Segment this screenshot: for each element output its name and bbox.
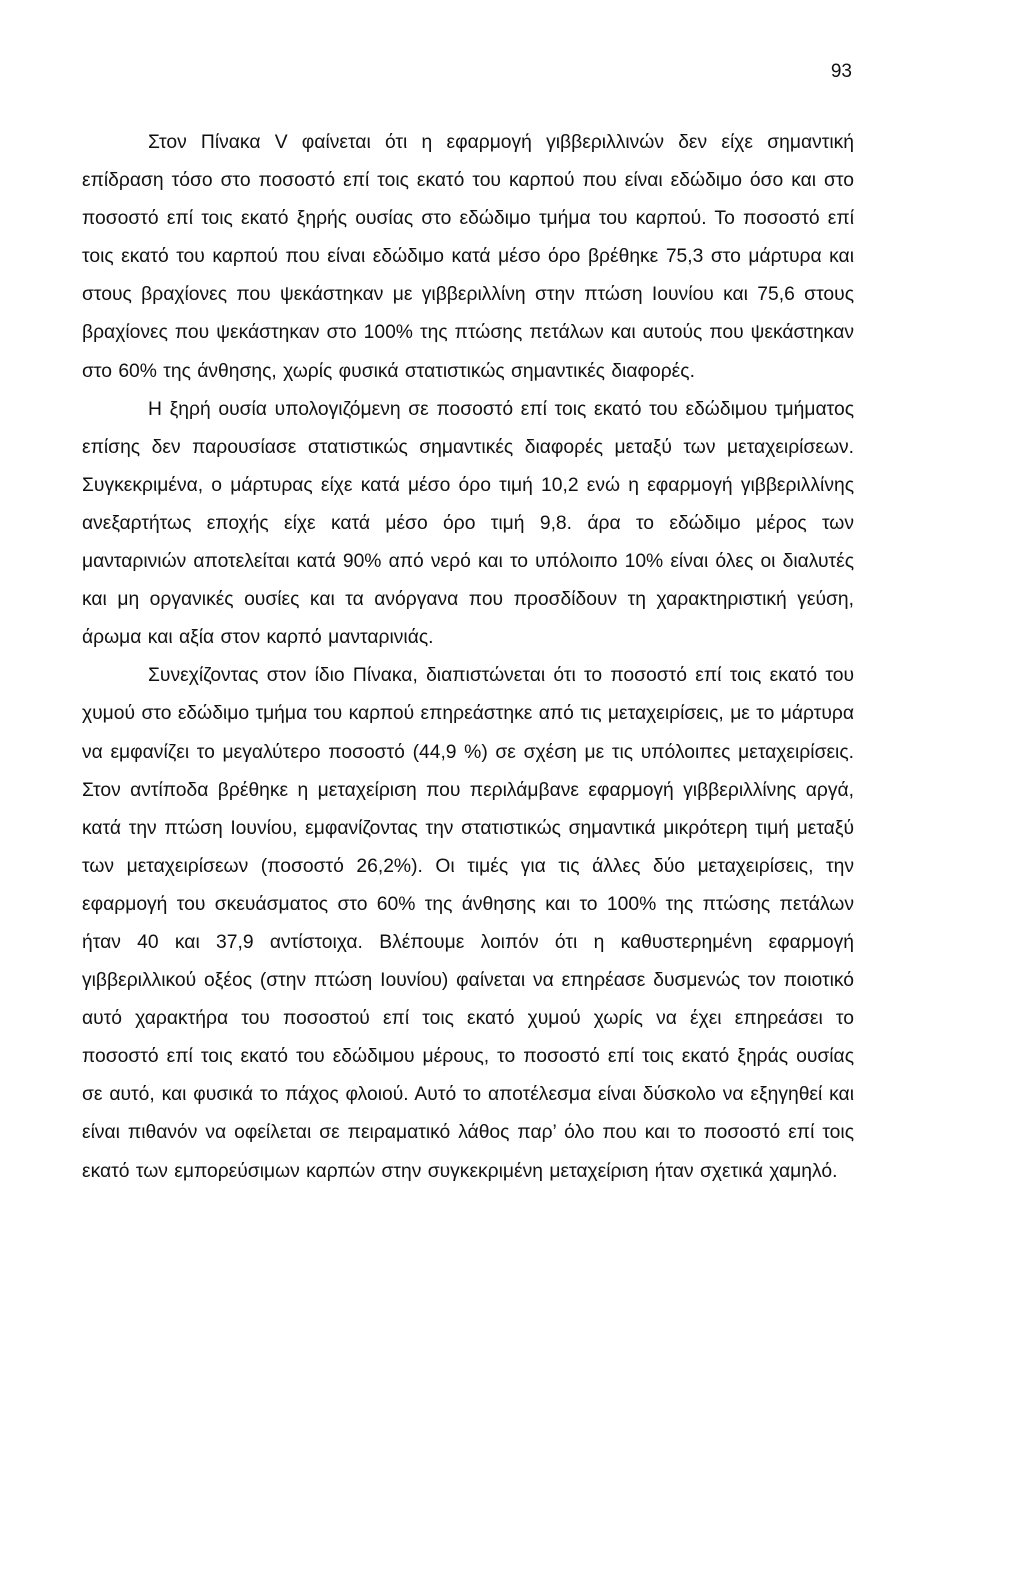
page-number: 93 bbox=[830, 61, 852, 82]
paragraph-dry-matter: Η ξηρή ουσία υπολογιζόμενη σε ποσοστό επί τοις εκατό του εδώδιμου τμήματος επίσης δεν παρουσίασε στατιστικώς σημαντικές διαφορές μεταξύ των μεταχειρίσεων. Συγκεκριμένα, ο μάρτυρας είχε κατά μέσο όρο τιμή 10,2 ενώ η εφαρμογή γιββεριλλίνης ανεξαρτήτως εποχής είχε κατά μέσο όρο τιμή 9,8. άρα το εδώδιμο μέρος των μανταρινιών αποτελείται κατά 90% από νερό και το υπόλοιπο 10% είναι όλες οι διαλυτές και μη οργανικές ουσίες και τα ανόργανα που προσδίδουν τη χαρακτηριστική γεύση, άρωμα και αξία στον καρπό μανταρινιάς. bbox=[82, 398, 854, 649]
paragraph-gibberellin-effect: Στον Πίνακα V φαίνεται ότι η εφαρμογή γιββεριλλινών δεν είχε σημαντική επίδραση τόσο στο ποσοστό επί τοις εκατό του καρπού που είναι εδώδιμο όσο και στο ποσοστό επί τοις εκατό ξηρής ουσίας στο εδώδιμο τμήμα του καρπού. Το ποσοστό επί τοις εκατό του καρπού που είναι εδώδιμο κατά μέσο όρο βρέθηκε 75,3 στο μάρτυρα και στους βραχίονες που ψεκάστηκαν με γιββεριλλίνη στην πτώση Ιουνίου και 75,6 στους βραχίονες που ψεκάστηκαν στο 100% της πτώσης πετάλων και αυτούς που ψεκάστηκαν στο 60% της άνθησης, χωρίς φυσικά στατιστικώς σημαντικές διαφορές. bbox=[82, 132, 854, 382]
paragraph-juice-percentage: Συνεχίζοντας στον ίδιο Πίνακα, διαπιστώνεται ότι το ποσοστό επί τοις εκατό του χυμού στο εδώδιμο τμήμα του καρπού επηρεάστηκε από τις μεταχειρίσεις, με το μάρτυρα να εμφανίζει το μεγαλύτερο ποσοστό (44,9 %) σε σχέση με τις υπόλοιπες μεταχειρίσεις. Στον αντίποδα βρέθηκε η μεταχείριση που περιλάμβανε εφαρμογή γιββεριλλίνης αργά, κατά την πτώση Ιουνίου, εμφανίζοντας την στατιστικώς σημαντικά μικρότερη τιμή μεταξύ των μεταχειρίσεων (ποσοστό 26,2%). Οι τιμές για τις άλλες δύο μεταχειρίσεις, την εφαρμογή του σκευάσματος στο 60% της άνθησης και το 100% της πτώσης πετάλων ήταν 40 και 37,9 αντίστοιχα. Βλέπουμε λοιπόν ότι η καθυστερημένη εφαρμογή γιββεριλλικού οξέος (στην πτώση Ιουνίου) φαίνεται να επηρέασε δυσμενώς τον ποιοτικό αυτό χαρακτήρα του ποσοστού επί τοις εκατό χυμού χωρίς να έχει επηρεάσει το ποσοστό επί τοις εκατό του εδώδιμου μέρους, το ποσοστό επί τοις εκατό ξηράς ουσίας σε αυτό, και φυσικά το πάχος φλοιού. Αυτό το αποτέλεσμα είναι δύσκολο να εξηγηθεί και είναι πιθανόν να οφείλεται σε πειραματικό λάθος παρ’ όλο που και το ποσοστό επί τοις εκατό των εμπορεύσιμων καρπών στην συγκεκριμένη μεταχείριση ήταν σχετικά χαμηλό. bbox=[82, 665, 854, 1182]
body-text bbox=[82, 124, 854, 1191]
